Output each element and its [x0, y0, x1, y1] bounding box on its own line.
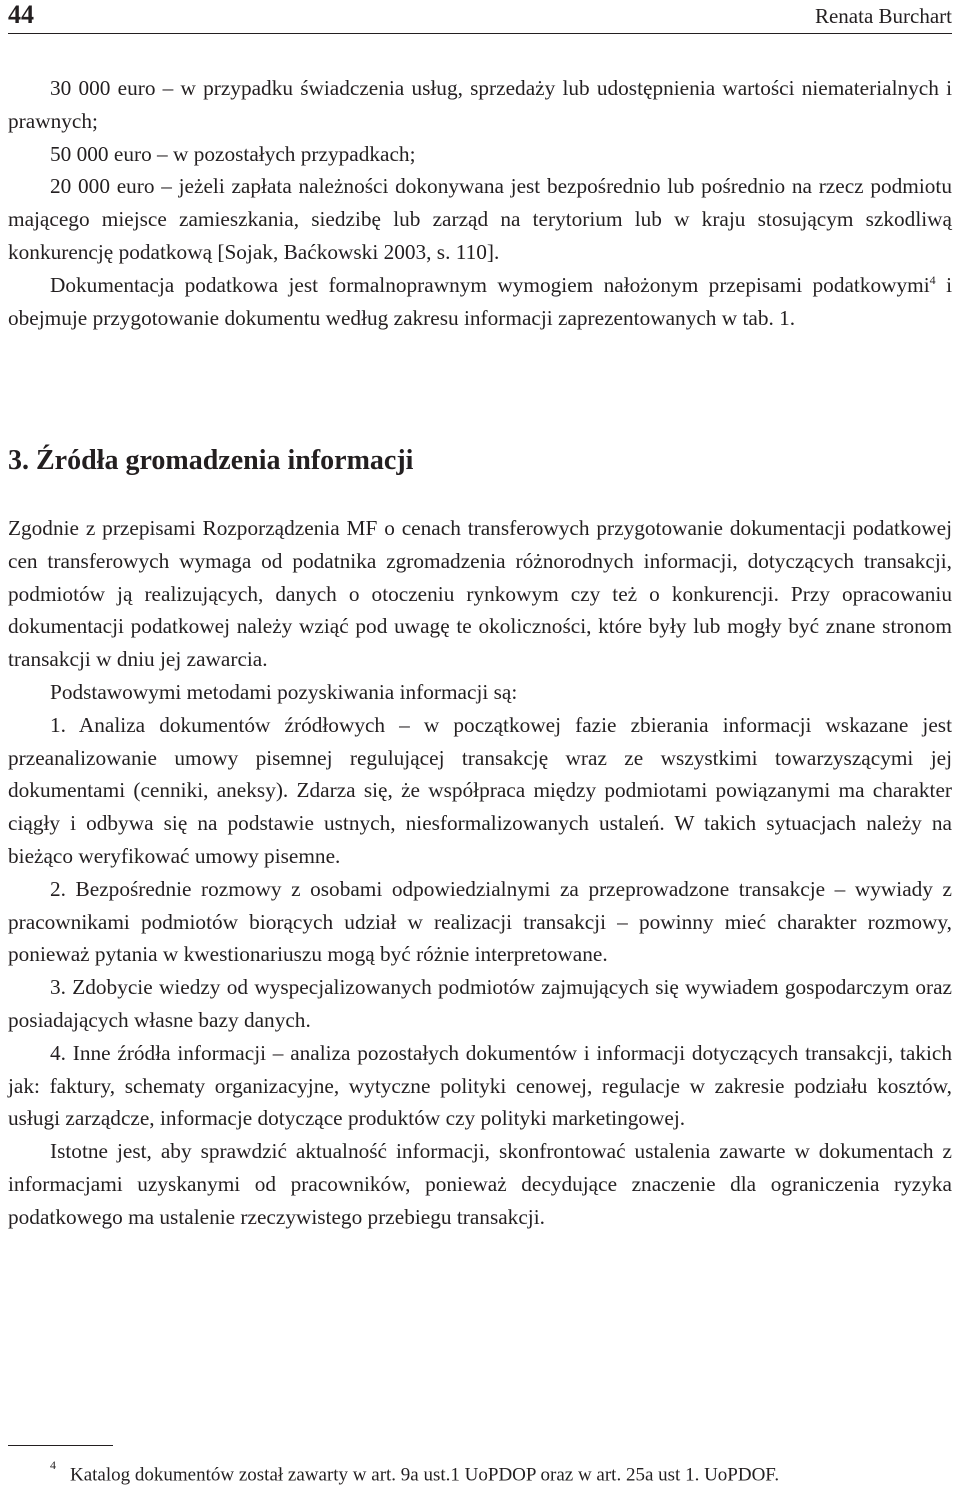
list-item: 3. Zdobycie wiedzy od wyspecjalizowanych podmiotów zajmujących się wywiadem gospodarczym oraz posiadających własne bazy danych. — [8, 975, 952, 1032]
paragraph: 20 000 euro – jeżeli zapłata należności dokonywana jest bezpośrednio lub pośrednio na rzecz podmiotu mającego miejsce zamieszkania, siedzibę lub zarząd na terytorium lub w kraju stosującym szkodliwą konkurencję podatkową [Sojak, Baćkowski 2003, s. 110]. — [8, 174, 952, 264]
footnote-text: Katalog dokumentów został zawarty w art. 9a ust.1 UoPDOP oraz w art. 25a ust 1. UoPDOF. — [70, 1464, 780, 1486]
footnote — [50, 1458, 779, 1486]
page-number: 44 — [8, 0, 34, 29]
paragraph: 50 000 euro – w pozostałych przypadkach; — [50, 141, 416, 166]
footnote-ref: 4 — [929, 272, 936, 287]
paragraph: Istotne jest, aby sprawdzić aktualność informacji, skonfrontować ustalenia zawarte w dokumentach z informacjami uzyskanymi od pracowników, ponieważ decydujące znaczenie dla ograniczenia ryzyka podatkowego ma ustalenie rzeczywistego przebiegu transakcji. — [8, 1139, 952, 1229]
running-author: Renata Burchart — [814, 4, 952, 28]
section-body — [8, 512, 952, 1234]
footnote-number: 4 — [50, 1458, 56, 1472]
paragraph-text: i obejmuje przygotowanie dokumentu według zakresu informacji zaprezentowanych w tab. 1. — [8, 272, 952, 330]
list-item: 1. Analiza dokumentów źródłowych – w początkowej fazie zbierania informacji wskazane jest przeanalizowanie umowy pisemnej regulującej transakcję wraz ze wszystkimi towarzyszącymi jej dokumentami (cenniki, aneksy). Zdarza się, że współpraca między podmiotami powiązanymi ma charakter ciągły i odbywa się na podstawie ustnych, niesformalizowanych ustaleń. W takich sytuacjach należy na bieżąco weryfikować umowy pisemne. — [8, 712, 952, 868]
section-heading: 3. Źródła gromadzenia informacji — [8, 445, 414, 476]
intro-text — [8, 72, 952, 334]
list-item: 2. Bezpośrednie rozmowy z osobami odpowiedzialnymi za przeprowadzone transakcje – wywiady z pracownikami podmiotów biorących udział w realizacji transakcji – powinny mieć charakter rozmowy, ponieważ pytania w kwestionariuszu mogą być różnie interpretowane. — [8, 876, 952, 967]
list-item: 4. Inne źródła informacji – analiza pozostałych dokumentów i informacji dotyczących transakcji, takich jak: faktury, schematy organizacyjne, wytyczne polityki cenowej, regulacje w zakresie podziału kosztów, usługi zarządcze, informacje dotyczące produktów czy polityki marketingowej. — [8, 1040, 952, 1131]
paragraph — [8, 269, 952, 335]
page-header — [8, 0, 952, 34]
paragraph: 30 000 euro – w przypadku świadczenia usług, sprzedaży lub udostępnienia wartości niematerialnych i prawnych; — [8, 76, 952, 133]
paragraph: Zgodnie z przepisami Rozporządzenia MF o cenach transferowych przygotowanie dokumentacji podatkowej cen transferowych wymaga od podatnika zgromadzenia różnorodnych informacji, dotyczących transakcji, podmiotów ją realizujących, danych o otoczeniu rynkowym czy też o konkurencji. Przy opracowaniu dokumentacji podatkowej należy wziąć pod uwagę te okoliczności, które były lub mogły być znane stronom transakcji w dniu jej zawarcia. — [8, 516, 952, 672]
paragraph: Podstawowymi metodami pozyskiwania informacji są: — [50, 679, 518, 704]
paragraph-text: Dokumentacja podatkowa jest formalnoprawnym wymogiem nałożonym przepisami podatkowymi — [50, 272, 930, 297]
footnote-divider — [8, 1445, 113, 1446]
